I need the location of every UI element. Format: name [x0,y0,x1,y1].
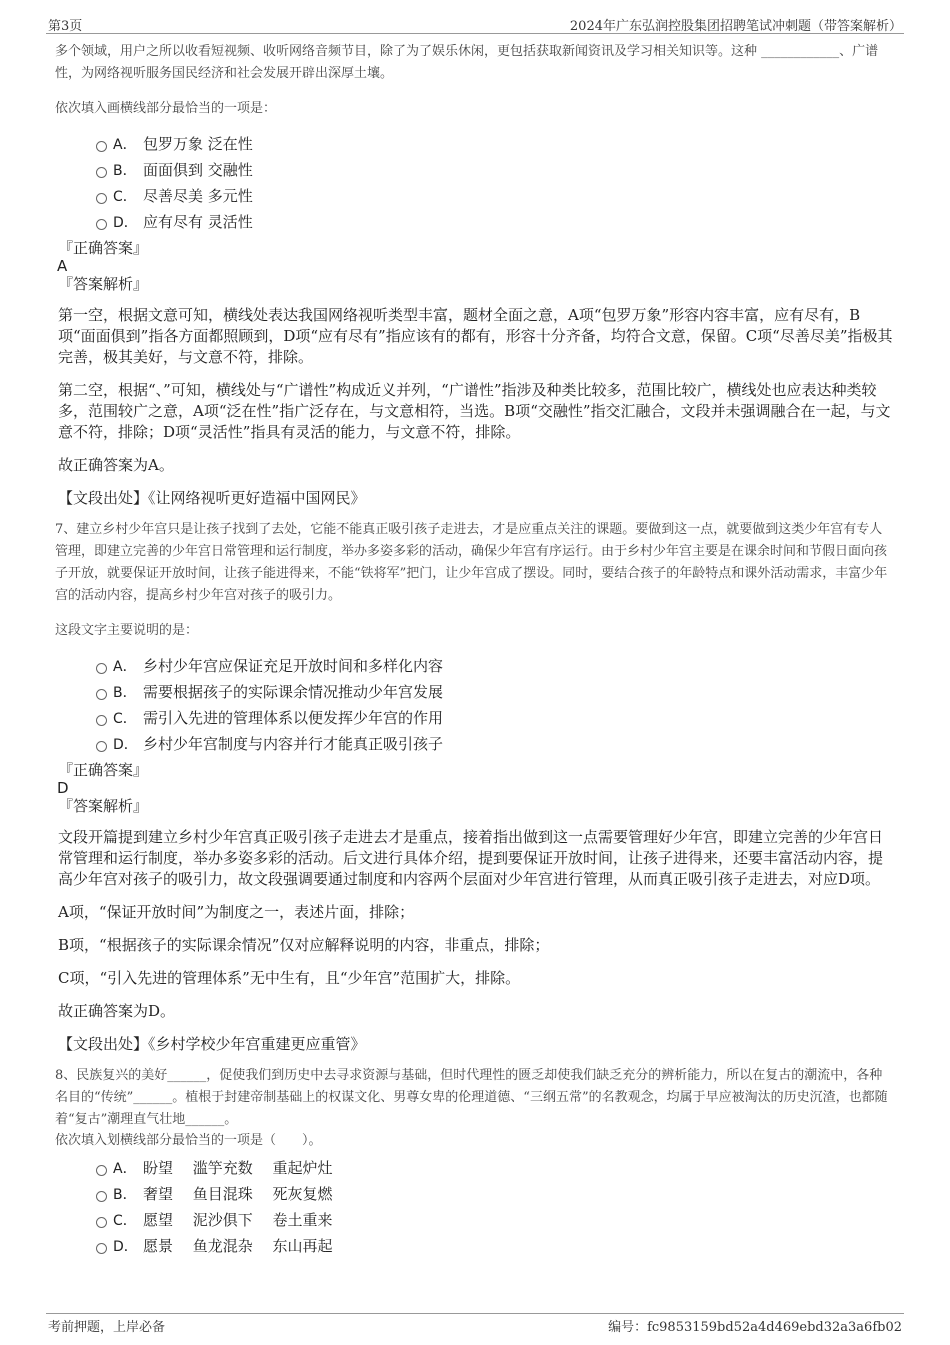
q7-answer: D [57,779,69,797]
q7-analysis-label: 『答案解析』 [58,797,149,815]
q7-answer-label: 『正确答案』 [58,761,149,779]
radio-icon[interactable] [96,1191,107,1202]
radio-icon[interactable] [96,219,107,230]
q6-passage: 多个领域，用户之所以收看短视频、收听网络音频节目，除了为了娱乐休闲，更包括获取新闻资讯及学习相关知识等。这种 ____________、广谱性，为网络视听服务国民经济和社会发展开辟出深厚土壤。 [55,44,879,81]
q6-analysis-2: 第二空，根据“、”可知，横线处与“广谱性”构成近义并列，“广谱性”指涉及种类比较多，范围比较广，横线处也应表达种类较多，范围较广之意，A项“泛在性”指广泛存在，与文意相符，当选。B项“交融性”指交汇融合，文段并未强调融合在一起，与文意不符，排除；D项“灵活性”指具有灵活的能力，与文意不符，排除。 [58,381,891,441]
q6-answer: A [57,257,68,275]
radio-icon[interactable] [96,741,107,752]
q7-analysis-1: 文段开篇提到建立乡村少年宫真正吸引孩子走进去才是重点，接着指出做到这一点需要管理好少年宫，即建立完善的少年宫日常管理和运行制度，举办多姿多彩的活动。后文进行具体介绍，提到要保证开放时间，让孩子进得来，还要丰富活动内容，提高少年宫对孩子的吸引力，故文段强调要通过制度和内容两个层面对少年宫进行管理，从而真正吸引孩子走进去，对应D项。 [58,828,884,888]
q7-option-c[interactable]: C． 需引入先进的管理体系以便发挥少年宫的作用 [55,705,895,731]
main-content [55,41,895,1259]
document-title: 2024年广东弘润控股集团招聘笔试冲刺题（带答案解析） [569,19,902,34]
q6-option-a[interactable]: A． 包罗万象 泛在性 [55,131,895,157]
q7-options [55,653,895,757]
footer-doc-id: 编号：fc9853159bd52a4d469ebd32a3a6fb02 [608,1320,902,1335]
q8-option-a[interactable]: A． 盼望 滥竽充数 重起炉灶 [55,1155,895,1181]
q8-passage: 8、民族复兴的美好______，促使我们到历史中去寻求资源与基础，但时代理性的匮乏却使我们缺乏充分的辨析能力，所以在复古的潮流中，各种名目的“传统”______。植根于封建帝制基础上的权谋文化、男尊女卑的伦理道德、“三纲五常”的名教观念，均属于早应被淘汰的历史沉渣，也都随着“复古”潮理直气壮地______。 [55,1068,888,1127]
q8-option-b[interactable]: B． 奢望 鱼目混珠 死灰复燃 [55,1181,895,1207]
q7-analysis-4: C项，“引入先进的管理体系”无中生有，且“少年宫”范围扩大，排除。 [58,969,521,987]
radio-icon[interactable] [96,167,107,178]
q6-option-c[interactable]: C． 尽善尽美 多元性 [55,183,895,209]
q6-analysis-3: 故正确答案为A。 [58,456,174,474]
q6-options [55,131,895,235]
page-header [46,13,904,34]
q7-analysis-2: A项，“保证开放时间”为制度之一，表述片面，排除； [58,903,415,921]
q7-option-a[interactable]: A． 乡村少年宫应保证充足开放时间和多样化内容 [55,653,895,679]
q6-answer-label: 『正确答案』 [58,239,149,257]
q7-passage: 7、建立乡村少年宫只是让孩子找到了去处，它能不能真正吸引孩子走进去，才是应重点关注的课题。要做到这一点，就要做到这类少年宫有专人管理，即建立完善的少年宫日常管理和运行制度，举办多姿多彩的活动，确保少年宫有序运行。由于乡村少年宫主要是在课余时间和节假日面向孩子开放，就要保证开放时间，让孩子能进得来，不能“铁将军”把门，让少年宫成了摆设。同时，要结合孩子的年龄特点和课外活动需求，丰富少年宫的活动内容，提高乡村少年宫对孩子的吸引力。 [55,522,888,603]
q6-prompt: 依次填入画横线部分最恰当的一项是： [55,101,277,116]
q7-option-b[interactable]: B． 需要根据孩子的实际课余情况推动少年宫发展 [55,679,895,705]
radio-icon[interactable] [96,715,107,726]
q7-analysis-3: B项，“根据孩子的实际课余情况”仅对应解释说明的内容，非重点，排除； [58,936,550,954]
footer-slogan: 考前押题，上岸必备 [48,1320,166,1335]
q7-source: 【文段出处】《乡村学校少年宫重建更应重管》 [58,1035,366,1053]
radio-icon[interactable] [96,663,107,674]
q7-analysis-5: 故正确答案为D。 [58,1002,176,1020]
q8-option-d[interactable]: D． 愿景 鱼龙混杂 东山再起 [55,1233,895,1259]
radio-icon[interactable] [96,1217,107,1228]
q7-option-d[interactable]: D． 乡村少年宫制度与内容并行才能真正吸引孩子 [55,731,895,757]
page-number: 第3页 [48,19,83,34]
radio-icon[interactable] [96,1243,107,1254]
radio-icon[interactable] [96,141,107,152]
q6-option-b[interactable]: B． 面面俱到 交融性 [55,157,895,183]
radio-icon[interactable] [96,193,107,204]
q6-analysis-label: 『答案解析』 [58,275,149,293]
q8-prompt: 依次填入划横线部分最恰当的一项是（ ）。 [55,1133,322,1148]
radio-icon[interactable] [96,1165,107,1176]
q7-prompt: 这段文字主要说明的是： [55,623,199,638]
q8-option-c[interactable]: C． 愿望 泥沙俱下 卷土重来 [55,1207,895,1233]
q8-options [55,1155,895,1259]
page-footer [46,1313,904,1334]
q6-option-d[interactable]: D． 应有尽有 灵活性 [55,209,895,235]
q6-source: 【文段出处】《让网络视听更好造福中国网民》 [58,489,366,507]
radio-icon[interactable] [96,689,107,700]
q6-analysis-1: 第一空，根据文意可知，横线处表达我国网络视听类型丰富，题材全面之意，A项“包罗万象”形容内容丰富，应有尽有，B项“面面俱到”指各方面都照顾到，D项“应有尽有”指应该有的都有，形容十分齐备，均符合文意，保留。C项“尽善尽美”指极其完善，极其美好，与文意不符，排除。 [58,306,893,366]
